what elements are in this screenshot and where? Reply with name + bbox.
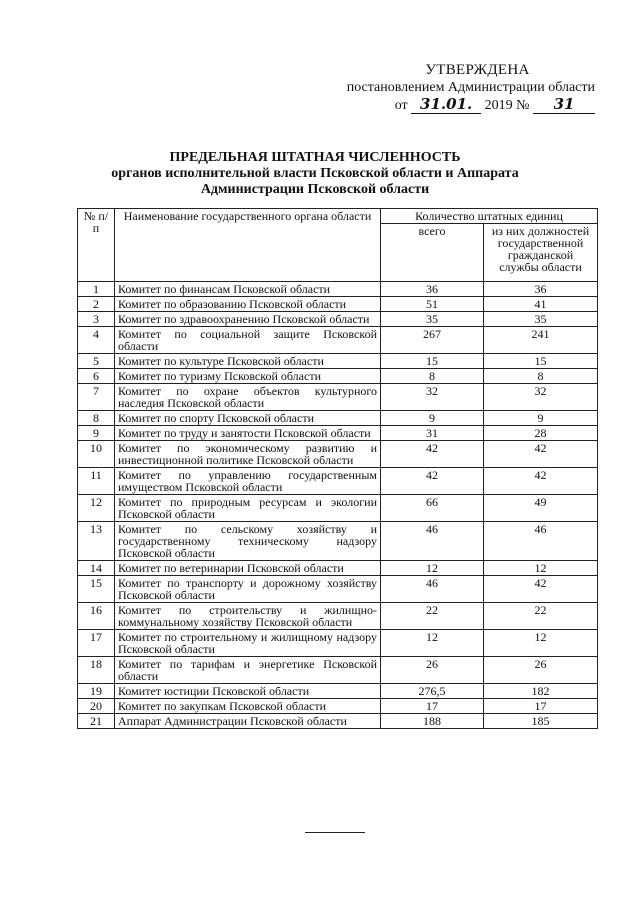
- row-number: 19: [78, 684, 115, 699]
- row-number: 5: [78, 354, 115, 369]
- row-name: Комитет по строительному и жилищному надзору Псковской области: [115, 630, 381, 657]
- row-name: Комитет по ветеринарии Псковской области: [115, 561, 381, 576]
- row-number: 11: [78, 468, 115, 495]
- row-total: 12: [381, 561, 484, 576]
- row-civil: 8: [484, 369, 598, 384]
- staff-table: [77, 208, 598, 729]
- row-civil: 185: [484, 714, 598, 729]
- row-civil: 9: [484, 411, 598, 426]
- row-number: 12: [78, 495, 115, 522]
- row-number: 9: [78, 426, 115, 441]
- approval-date-line: [320, 96, 595, 114]
- table-row: [78, 630, 598, 657]
- table-row: [78, 354, 598, 369]
- row-total: 188: [381, 714, 484, 729]
- table-row: [78, 312, 598, 327]
- row-number: 18: [78, 657, 115, 684]
- row-civil: 49: [484, 495, 598, 522]
- row-total: 31: [381, 426, 484, 441]
- approval-stamp: [320, 62, 595, 114]
- row-name: Комитет по туризму Псковской области: [115, 369, 381, 384]
- row-name: Комитет по природным ресурсам и экологии Псковской области: [115, 495, 381, 522]
- year-number-label: 2019 №: [484, 98, 530, 113]
- row-total: 22: [381, 603, 484, 630]
- row-total: 9: [381, 411, 484, 426]
- row-total: 42: [381, 468, 484, 495]
- row-total: 17: [381, 699, 484, 714]
- header-num: № п/п: [78, 209, 115, 282]
- table-row: [78, 495, 598, 522]
- row-number: 16: [78, 603, 115, 630]
- row-name: Комитет по здравоохранению Псковской области: [115, 312, 381, 327]
- row-number: 17: [78, 630, 115, 657]
- table-row: [78, 561, 598, 576]
- table-row: [78, 468, 598, 495]
- row-name: Комитет по тарифам и энергетике Псковской области: [115, 657, 381, 684]
- row-civil: 12: [484, 561, 598, 576]
- row-civil: 241: [484, 327, 598, 354]
- header-civil: из них должностей государственной гражданской службы области: [484, 224, 598, 282]
- row-civil: 28: [484, 426, 598, 441]
- row-number: 4: [78, 327, 115, 354]
- row-name: Комитет по финансам Псковской области: [115, 282, 381, 297]
- row-number: 14: [78, 561, 115, 576]
- row-number: 21: [78, 714, 115, 729]
- row-name: Комитет юстиции Псковской области: [115, 684, 381, 699]
- row-name: Комитет по охране объектов культурного наследия Псковской области: [115, 384, 381, 411]
- row-number: 6: [78, 369, 115, 384]
- table-row: [78, 282, 598, 297]
- row-civil: 32: [484, 384, 598, 411]
- row-civil: 35: [484, 312, 598, 327]
- table-row: [78, 603, 598, 630]
- table-row: [78, 684, 598, 699]
- row-civil: 26: [484, 657, 598, 684]
- row-civil: 15: [484, 354, 598, 369]
- row-civil: 41: [484, 297, 598, 312]
- row-number: 15: [78, 576, 115, 603]
- row-total: 276,5: [381, 684, 484, 699]
- title-line-1: ПРЕДЕЛЬНАЯ ШТАТНАЯ ЧИСЛЕННОСТЬ: [169, 150, 461, 165]
- row-number: 10: [78, 441, 115, 468]
- table-row: [78, 714, 598, 729]
- document-title: [100, 150, 530, 198]
- table-row: [78, 699, 598, 714]
- row-civil: 17: [484, 699, 598, 714]
- row-total: 12: [381, 630, 484, 657]
- footer-rule: [305, 832, 365, 833]
- row-civil: 22: [484, 603, 598, 630]
- table-row: [78, 384, 598, 411]
- row-name: Комитет по закупкам Псковской области: [115, 699, 381, 714]
- header-name: Наименование государственного органа области: [115, 209, 381, 282]
- row-name: Комитет по экономическому развитию и инвестиционной политике Псковской области: [115, 441, 381, 468]
- row-name: Комитет по транспорту и дорожному хозяйству Псковской области: [115, 576, 381, 603]
- row-total: 66: [381, 495, 484, 522]
- row-name: Комитет по культуре Псковской области: [115, 354, 381, 369]
- row-total: 46: [381, 522, 484, 561]
- table-body: [78, 282, 598, 729]
- row-number: 20: [78, 699, 115, 714]
- row-total: 8: [381, 369, 484, 384]
- table-row: [78, 657, 598, 684]
- approval-line: постановлением Администрации области: [346, 80, 595, 95]
- row-total: 36: [381, 282, 484, 297]
- row-civil: 182: [484, 684, 598, 699]
- approval-title: УТВЕРЖДЕНА: [425, 62, 530, 78]
- table-row: [78, 426, 598, 441]
- row-name: Комитет по труду и занятости Псковской области: [115, 426, 381, 441]
- title-line-3: Администрации Псковской области: [200, 182, 430, 197]
- row-name: Аппарат Администрации Псковской области: [115, 714, 381, 729]
- row-name: Комитет по образованию Псковской области: [115, 297, 381, 312]
- row-number: 13: [78, 522, 115, 561]
- table-row: [78, 411, 598, 426]
- row-civil: 42: [484, 468, 598, 495]
- table-row: [78, 369, 598, 384]
- row-name: Комитет по строительству и жилищно-коммунальному хозяйству Псковской области: [115, 603, 381, 630]
- table-row: [78, 327, 598, 354]
- row-name: Комитет по социальной защите Псковской области: [115, 327, 381, 354]
- header-total: всего: [381, 224, 484, 282]
- row-number: 8: [78, 411, 115, 426]
- row-total: 267: [381, 327, 484, 354]
- row-number: 7: [78, 384, 115, 411]
- row-civil: 42: [484, 441, 598, 468]
- table-row: [78, 441, 598, 468]
- row-name: Комитет по управлению государственным имуществом Псковской области: [115, 468, 381, 495]
- row-civil: 42: [484, 576, 598, 603]
- row-number: 2: [78, 297, 115, 312]
- header-group: Количество штатных единиц: [381, 209, 598, 224]
- row-number: 1: [78, 282, 115, 297]
- handwritten-number: 31: [533, 96, 595, 114]
- row-total: 42: [381, 441, 484, 468]
- row-civil: 36: [484, 282, 598, 297]
- handwritten-date: 31.01.: [411, 96, 481, 114]
- row-name: Комитет по спорту Псковской области: [115, 411, 381, 426]
- row-total: 15: [381, 354, 484, 369]
- row-total: 26: [381, 657, 484, 684]
- row-civil: 46: [484, 522, 598, 561]
- date-prefix: от: [394, 98, 408, 113]
- table-row: [78, 297, 598, 312]
- row-civil: 12: [484, 630, 598, 657]
- row-total: 46: [381, 576, 484, 603]
- row-number: 3: [78, 312, 115, 327]
- table-row: [78, 576, 598, 603]
- title-line-2: органов исполнительной власти Псковской области и Аппарата: [111, 166, 519, 181]
- table-row: [78, 522, 598, 561]
- row-total: 35: [381, 312, 484, 327]
- row-total: 51: [381, 297, 484, 312]
- row-total: 32: [381, 384, 484, 411]
- row-name: Комитет по сельскому хозяйству и государственному техническому надзору Псковской области: [115, 522, 381, 561]
